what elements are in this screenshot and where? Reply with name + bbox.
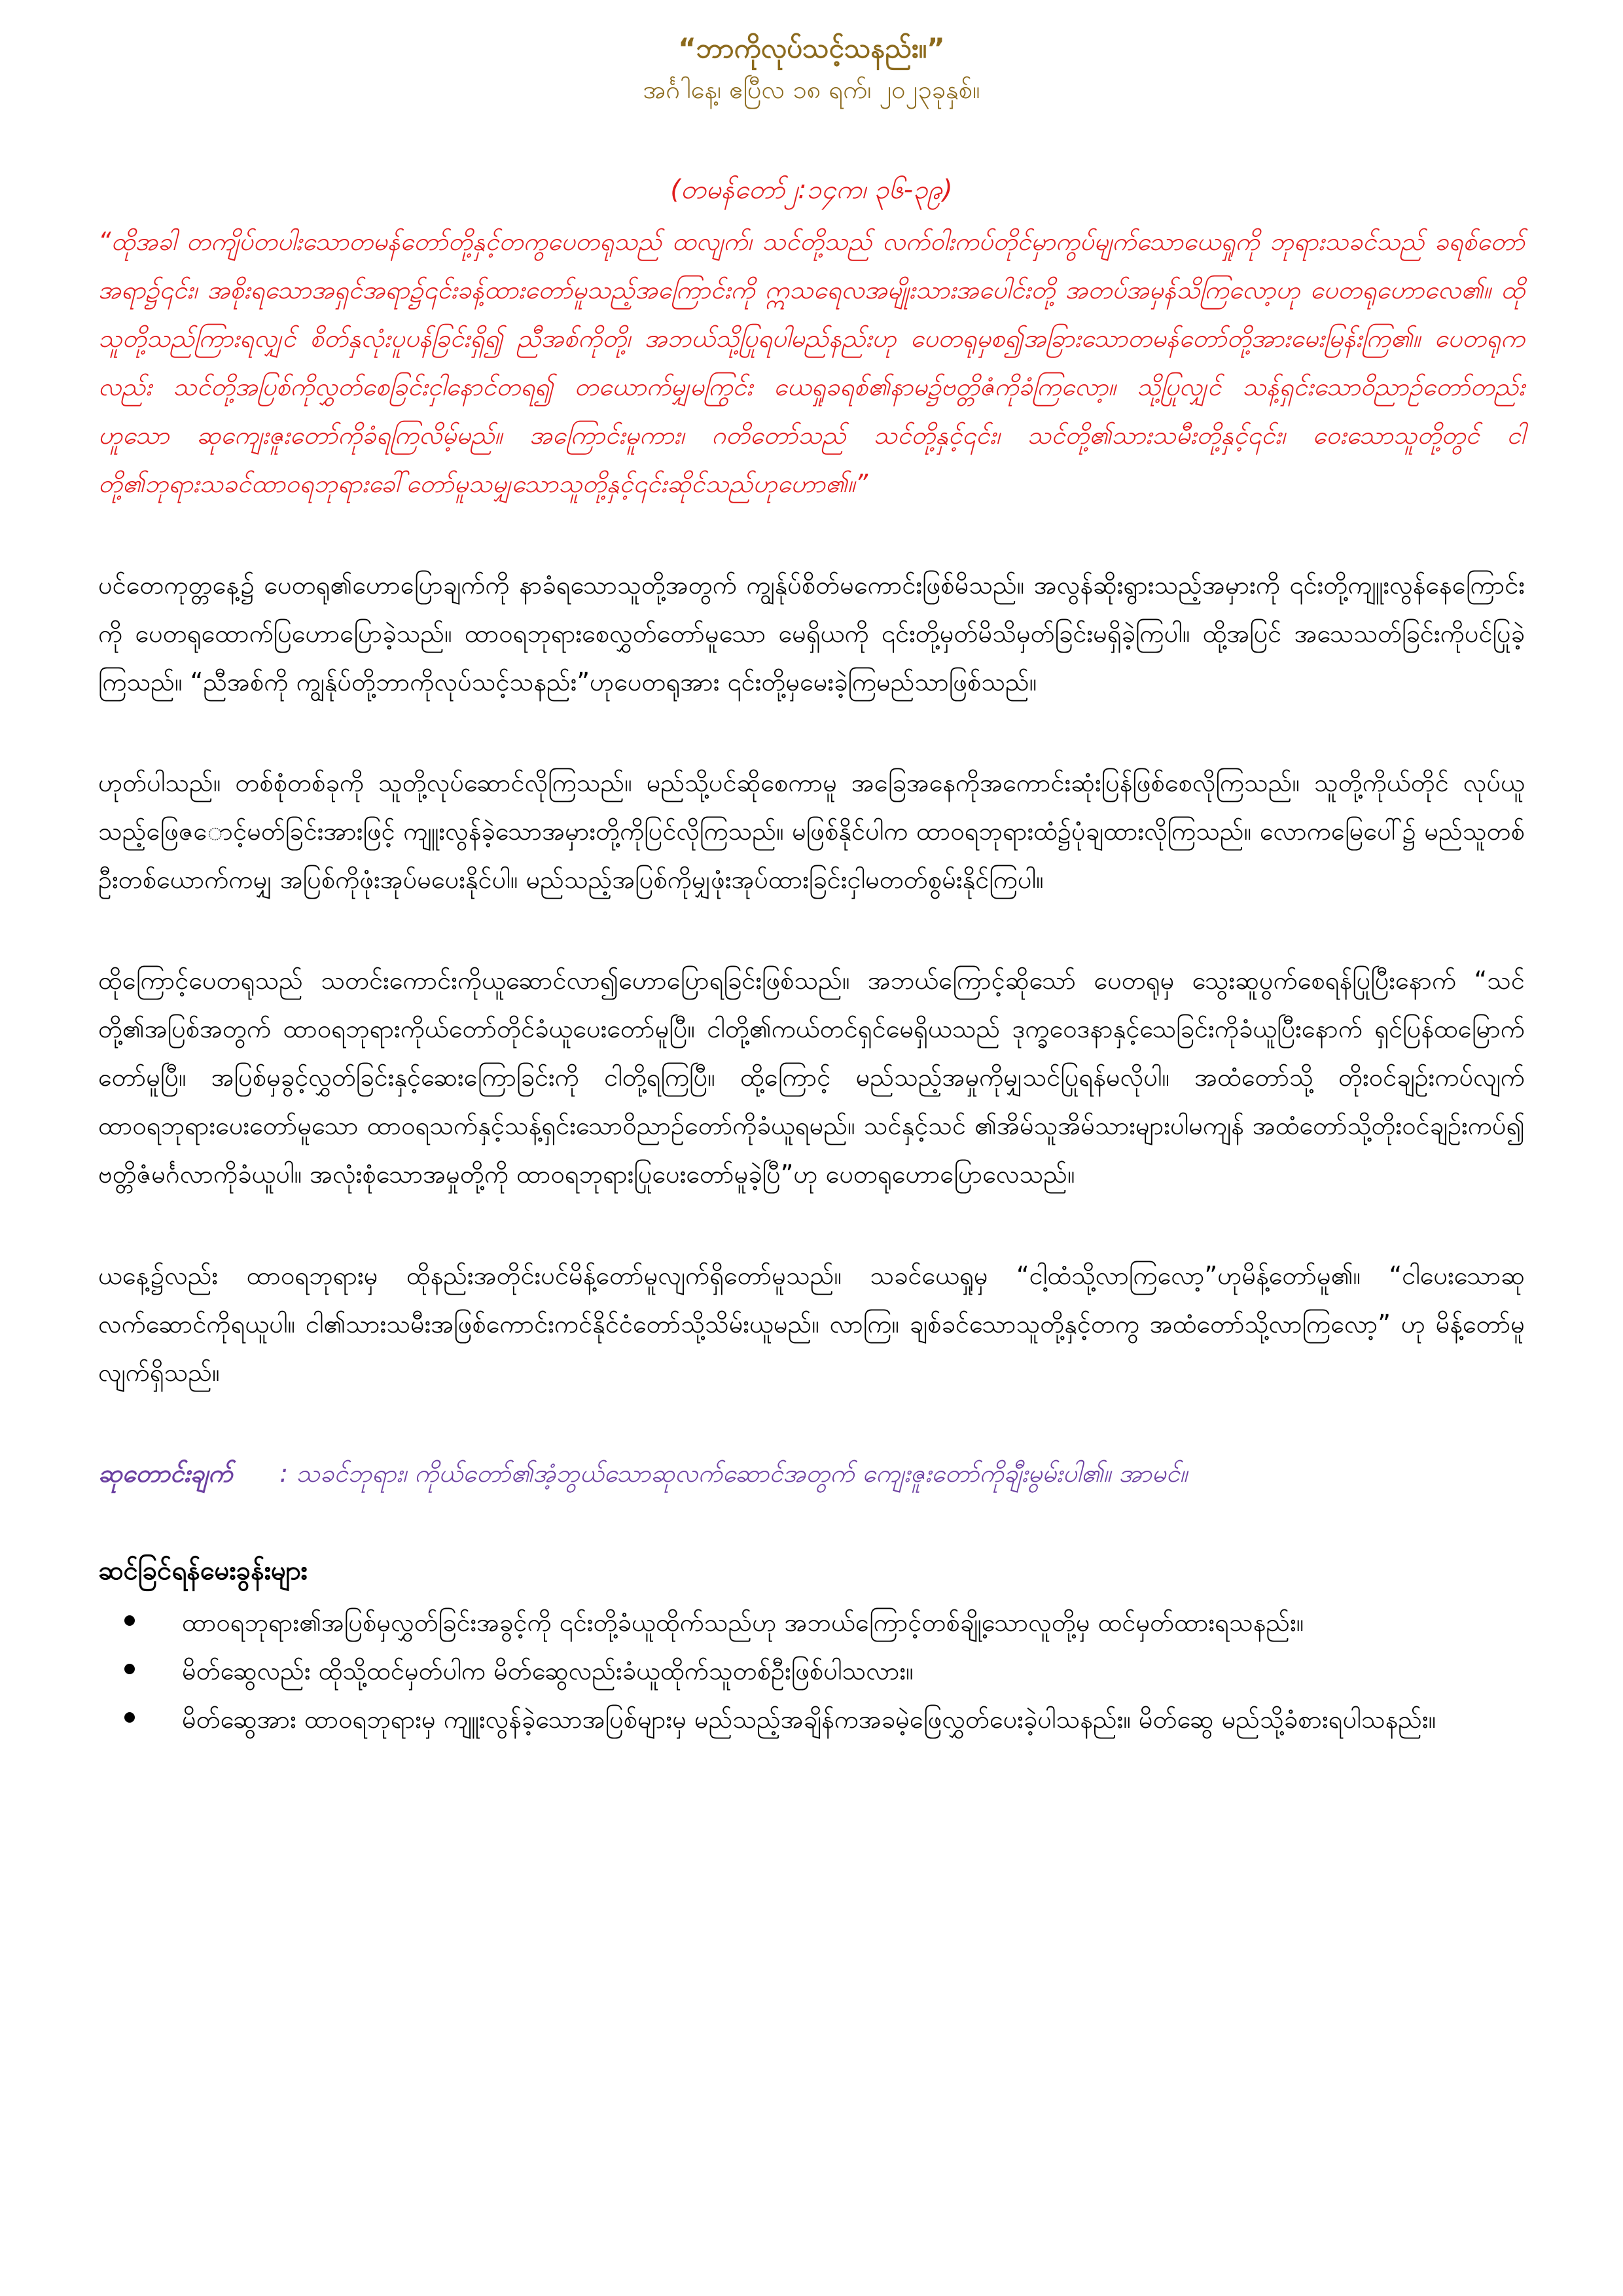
- question-item: [98, 1695, 1525, 1744]
- body-paragraph: ယနေ့၌လည်း ထာဝရဘုရားမှ ထိုနည်းအတိုင်းပင်မိန့်တော်မူလျက်ရှိတော်မူသည်။ သခင်ယေရှုမှ “ငါ့ထံသို့လာကြလော့”ဟုမိန့်တော်မူ၏။ “ငါပေးသောဆုလက်ဆောင်ကိုရယူပါ။ ငါ၏သားသမီးအဖြစ်ကောင်းကင်နိုင်ငံတော်သို့သိမ်းယူမည်။ လာကြ။ ချစ်ခင်သောသူတို့နှင့်တကွ အထံတော်သို့လာကြလော့” ဟု မိန့်တော်မူလျက်ရှိသည်။: [98, 1261, 1525, 1387]
- scripture-text: “ထိုအခါ တကျိပ်တပါးသောတမန်တော်တို့နှင့်တကွပေတရုသည် ထလျက်၊ သင်တို့သည် လက်ဝါးကပ်တိုင်မှာကွပ်မျက်သောယေရှုကို ဘုရားသခင်သည် ခရစ်တော်အရာ၌၎င်း၊ အစိုးရသောအရှင်အရာ၌၎င်းခန့်ထားတော်မူသည့်အကြောင်းကို ဣသရေလအမျိုးသားအပေါင်းတို့ အတပ်အမှန်သိကြလော့ဟု ပေတရုဟောလေ၏။ ထိုသူတို့သည်ကြားရလျှင် စိတ်နှလုံးပူပန်ခြင်းရှိ၍ ညီအစ်ကိုတို့၊ အဘယ်သို့ပြုရပါမည်နည်းဟု ပေတရုမှစ၍အခြားသောတမန်တော်တို့အားမေးမြန်းကြ၏။ ပေတရုကလည်း သင်တို့အပြစ်ကိုလွှတ်စေခြင်းငှါ‌နောင်တရ၍ တယောက်မျှမကြွင်း ယေရှုခရစ်၏နာမ၌ဗတ္တိဇံကိုခံကြလော့။ သို့ပြုလျှင် သန့်ရှင်းသောဝိညာဉ်တော်တည်းဟူသော ဆုကျေးဇူးတော်ကိုခံရကြလိမ့်မည်။ အကြောင်းမူကား၊ ဂတိတော်သည် သင်တို့နှင့်၎င်း၊ သင်တို့၏သားသမီးတို့နှင့်၎င်း၊ ဝေးသောသူတို့တွင် ငါတို့၏ဘုရားသခင်ထာဝရဘုရားခေါ်တော်မူသမျှသောသူတို့နှင့်၎င်းဆိုင်သည်ဟုဟော၏။”: [98, 226, 1525, 499]
- questions-heading: ဆင်ခြင်ရန်မေးခွန်းများ: [98, 1555, 308, 1586]
- bullet-icon: [124, 1615, 135, 1626]
- body-paragraph: ထိုကြောင့်ပေတရုသည် သတင်းကောင်းကိုယူဆောင်လာ၍ဟောပြောရခြင်းဖြစ်သည်။ အဘယ်ကြောင့်ဆိုသော် ပေတရုမှ သွေးဆူပွက်စေရန်ပြုပြီးနောက် “သင်တို့၏အပြစ်အတွက် ထာဝရဘုရားကိုယ်တော်တိုင်ခံယူပေးတော်မူပြီ။ ငါတို့၏ကယ်တင်ရှင်မေရှိယသည် ဒုက္ခဝေဒနာနှင့်သေခြင်းကိုခံယူပြီးနောက် ရှင်ပြန်ထမြောက်တော်မူပြီ။ အပြစ်မှခွင့်လွှတ်ခြင်းနှင့်ဆေးကြောခြင်းကို ငါတို့ရကြပြီ။ ထို့ကြောင့် မည်သည့်အမှုကိုမျှသင်ပြုရန်မလိုပါ။ အထံတော်သို့ တိုးဝင်ချဉ်းကပ်လျက် ထာဝရဘုရားပေးတော်မူသော ထာဝရသက်နှင့်သန့်ရှင်းသောဝိညာဉ်တော်ကိုခံယူရမည်။ သင်နှင့်သင် ၏အိမ်သူအိမ်သားများပါမကျန် အထံတော်သို့တိုးဝင်ချဉ်းကပ်၍ ဗတ္တိဇံမင်္ဂလာကိုခံယူပါ။ အလုံးစုံသောအမှုတို့ကို ထာဝရဘုရားပြုပေးတော်မူခဲ့ပြီ”ဟု ပေတရုဟောပြောလေသည်။: [98, 966, 1525, 1189]
- body-paragraph: ဟုတ်ပါသည်။ တစ်စုံတစ်ခုကို သူတို့လုပ်ဆောင်လိုကြသည်။ မည်သို့ပင်ဆိုစေကာမူ အခြေအနေကိုအကောင်းဆုံးပြန်ဖြစ်စေလိုကြသည်။ သူတို့ကိုယ်တိုင် လုပ်ယူသည့်ဖြေ‌ဇ‌ောင့်မတ်ခြင်းအားဖြင့် ကျူးလွန်ခဲ့သောအမှားတို့ကိုပြင်လိုကြသည်။ မဖြစ်နိုင်ပါက ထာဝရဘုရားထံ၌ပုံချထားလိုကြသည်။ လောကမြေပေါ်၌ မည်သူတစ်ဦးတစ်ယောက်ကမျှ အပြစ်ကိုဖုံးအုပ်မပေးနိုင်ပါ။ မည်သည့်အပြစ်ကိုမျှဖုံးအုပ်ထားခြင်းငှါမတတ်စွမ်းနိုင်ကြပါ။: [98, 768, 1525, 895]
- question-text: ထာဝရဘုရား၏အပြစ်မှလွှတ်ခြင်းအခွင့်ကို ၎င်းတို့ခံယူထိုက်သည်ဟု အဘယ်ကြောင့်တစ်ချို့သောလူတို့မှ ထင်မှတ်ထားရသနည်း။: [182, 1607, 1304, 1637]
- question-item: [98, 1647, 1525, 1695]
- question-item: [98, 1598, 1525, 1647]
- prayer: [98, 1449, 1525, 1498]
- prayer-label: ဆုတောင်းချက်: [98, 1458, 233, 1488]
- devotion-date: အင်္ဂါနေ့၊ ဧပြီလ ၁၈ ရက်၊ ၂၀၂၃ခုနှစ်။: [643, 75, 980, 105]
- question-text: မိတ်ဆွေအား ထာဝရဘုရားမှ ကျူးလွန်ခဲ့သောအပြစ်များမှ မည်သည့်အချိန်ကအခမဲ့ဖြေလွှတ်ပေးခဲ့ပါသနည်း။ မိတ်ဆွေ မည်သို့ခံစားရပါသနည်း။: [182, 1705, 1436, 1734]
- scripture-reference: (တမန်တော်၂:၁၄က၊ ၃၆-၃၉): [670, 174, 953, 205]
- prayer-text: : သခင်ဘုရား၊ ကိုယ်တော်၏အံ့ဘွယ်သောဆုလက်ဆောင်အတွက် ကျေးဇူးတော်ကိုချီးမွမ်းပါ၏။ အာမင်။: [279, 1458, 1188, 1488]
- bullet-icon: [124, 1664, 135, 1674]
- devotion-title: “ဘာကိုလုပ်သင့်သနည်း။”: [678, 32, 945, 64]
- questions-list: [98, 1598, 1525, 1744]
- body-paragraph: ပင်တေကုတ္တနေ့၌ ပေတရု၏ဟောပြောချက်ကို နာခံရသောသူတို့အတွက် ကျွန်ုပ်စိတ်မကောင်းဖြစ်မိသည်။ အလွန်ဆိုးရွားသည့်အမှားကို ၎င်းတို့ကျူးလွန်နေကြောင်းကို ပေတရုထောက်ပြဟောပြောခဲ့သည်။ ထာဝရဘုရားစေလွှတ်တော်မူသော မေရှိယကို ၎င်းတို့မှတ်မိသိမှတ်ခြင်းမရှိခဲ့ကြပါ။ ထို့အပြင် အသေသတ်ခြင်းကိုပင်ပြုခဲ့ကြသည်။ “ညီအစ်ကို ကျွန်ုပ်တို့ဘာကိုလုပ်သင့်သနည်း”ဟုပေတရုအား ၎င်းတို့မှမေးခဲ့ကြမည်သာဖြစ်သည်။: [98, 570, 1525, 696]
- question-text: မိတ်ဆွေလည်း ထိုသို့ထင်မှတ်ပါက မိတ်ဆွေလည်းခံယူထိုက်သူတစ်ဦးဖြစ်ပါသလား။: [182, 1657, 914, 1686]
- bullet-icon: [124, 1712, 135, 1723]
